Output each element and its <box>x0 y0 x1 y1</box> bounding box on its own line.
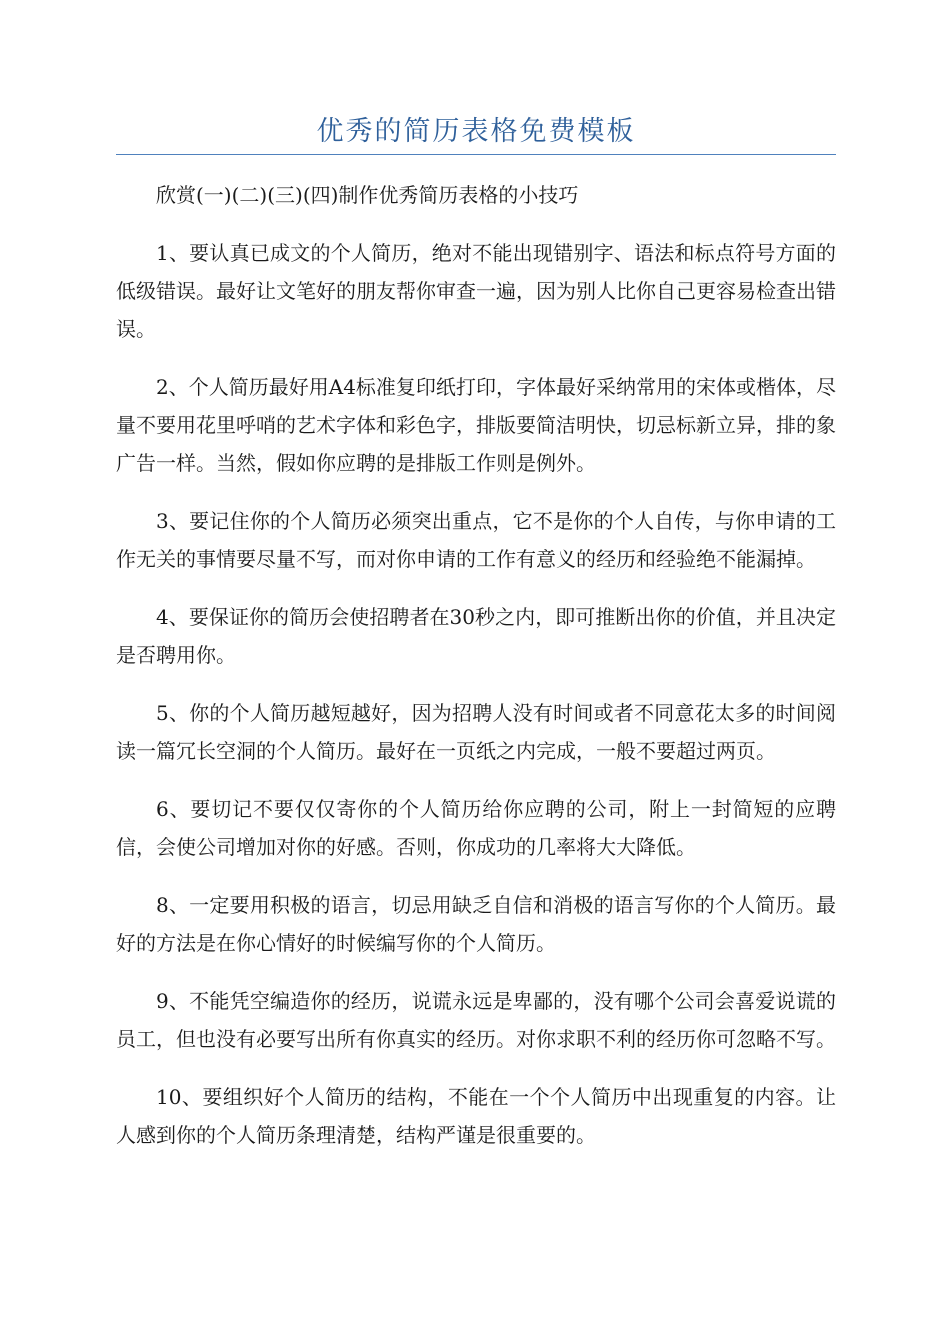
paragraph-tip-3: 3、要记住你的个人简历必须突出重点，它不是你的个人自传，与你申请的工作无关的事情要尽量不写，而对你申请的工作有意义的经历和经验绝不能漏掉。 <box>116 509 836 571</box>
paragraph-tip-10: 10、要组织好个人简历的结构，不能在一个个人简历中出现重复的内容。让人感到你的个人简历条理清楚，结构严谨是很重要的。 <box>116 1085 836 1147</box>
document-body <box>116 176 836 1174</box>
paragraph-tip-2: 2、个人简历最好用A4标准复印纸打印，字体最好采纳常用的宋体或楷体，尽量不要用花里呼哨的艺术字体和彩色字，排版要简洁明快，切忌标新立异，排的象广告一样。当然，假如你应聘的是排版工作则是例外。 <box>116 375 836 475</box>
paragraph-tip-1: 1、要认真已成文的个人简历，绝对不能出现错别字、语法和标点符号方面的低级错误。最好让文笔好的朋友帮你审查一遍，因为别人比你自己更容易检查出错误。 <box>116 241 836 341</box>
paragraph-intro: 欣赏(一)(二)(三)(四)制作优秀简历表格的小技巧 <box>156 183 579 207</box>
title-underline <box>116 154 836 155</box>
paragraph-tip-6: 6、要切记不要仅仅寄你的个人简历给你应聘的公司，附上一封简短的应聘信，会使公司增加对你的好感。否则，你成功的几率将大大降低。 <box>116 797 836 859</box>
document-title: 优秀的简历表格免费模板 <box>316 116 636 147</box>
paragraph-tip-5: 5、你的个人简历越短越好，因为招聘人没有时间或者不同意花太多的时间阅读一篇冗长空洞的个人简历。最好在一页纸之内完成，一般不要超过两页。 <box>116 701 836 763</box>
paragraph-tip-9: 9、不能凭空编造你的经历，说谎永远是卑鄙的，没有哪个公司会喜爱说谎的员工，但也没有必要写出所有你真实的经历。对你求职不利的经历你可忽略不写。 <box>116 989 836 1051</box>
paragraph-tip-4: 4、要保证你的简历会使招聘者在30秒之内，即可推断出你的价值，并且决定是否聘用你。 <box>116 605 836 667</box>
paragraph-tip-8: 8、一定要用积极的语言，切忌用缺乏自信和消极的语言写你的个人简历。最好的方法是在你心情好的时候编写你的个人简历。 <box>116 893 836 955</box>
